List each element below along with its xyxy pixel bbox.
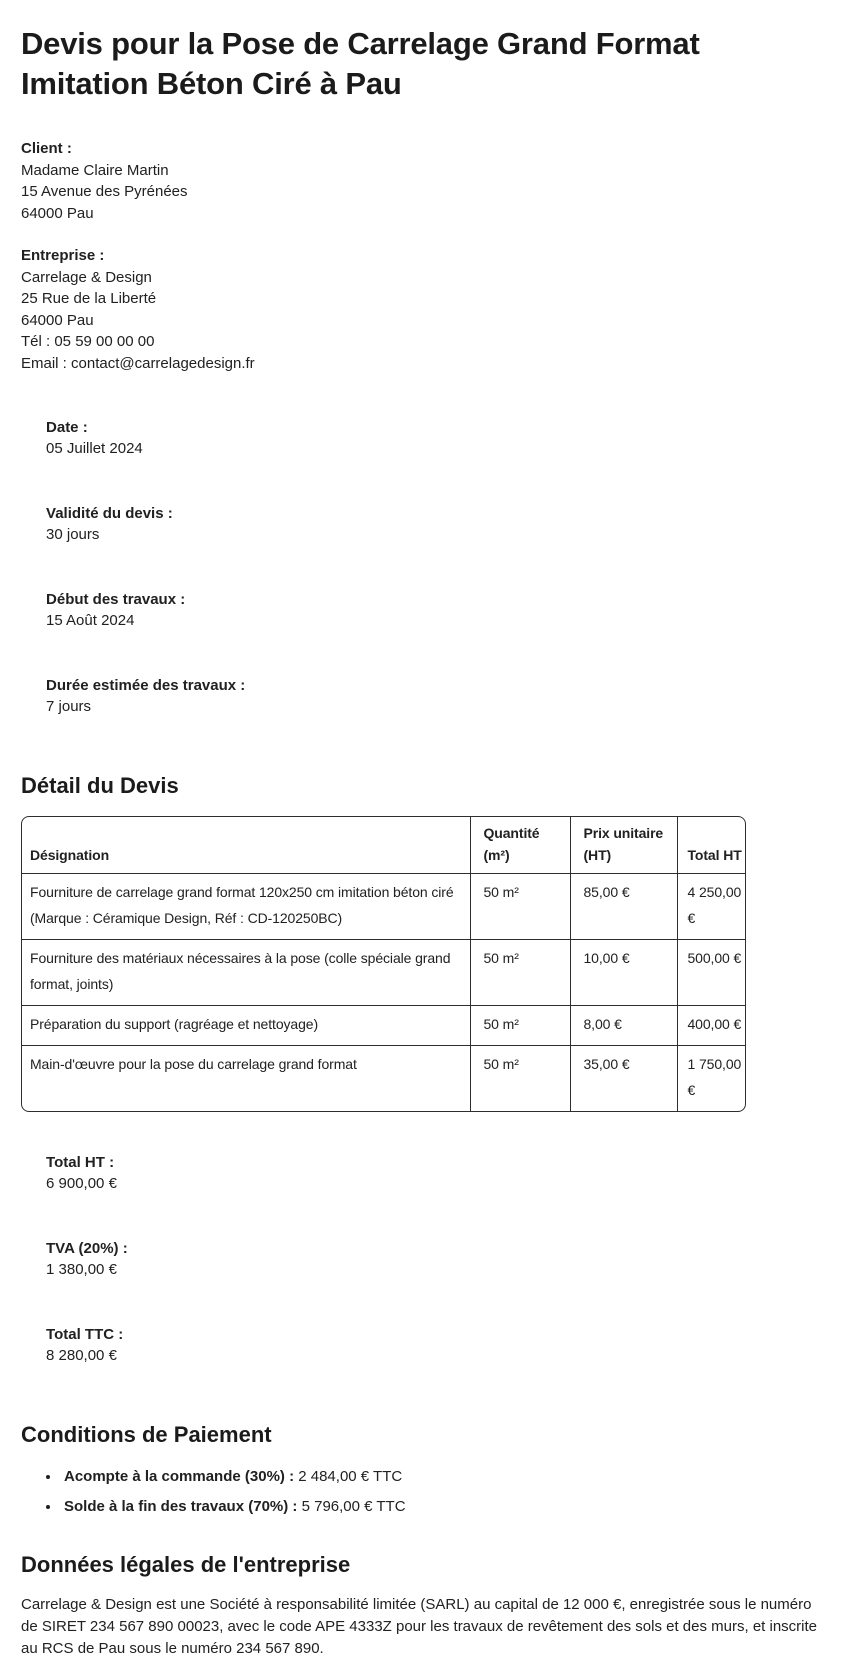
cell-quantity: 50 m² — [470, 1006, 570, 1046]
payment-item-deposit — [61, 1466, 827, 1488]
total-ht — [21, 1130, 827, 1216]
meta-validity — [21, 481, 827, 567]
cell-designation: Fourniture des matériaux nécessaires à la pose (colle spéciale grand format, joints) — [22, 940, 470, 1006]
col-header-unit-price: Prix unitaire (HT) — [570, 817, 677, 874]
total-tva-label: TVA (20%) : — [46, 1239, 128, 1257]
payment-balance-label: Solde à la fin des travaux (70%) : — [64, 1498, 298, 1515]
meta-start-label: Début des travaux : — [46, 590, 186, 608]
meta-date-value: 05 Juillet 2024 — [46, 440, 143, 457]
table-header-row — [22, 817, 746, 874]
company-email: Email : contact@carrelagedesign.fr — [21, 354, 255, 372]
table-row — [22, 1006, 746, 1046]
totals-block — [21, 1130, 827, 1388]
meta-block — [21, 395, 827, 739]
company-label: Entreprise : — [21, 247, 105, 264]
payment-deposit-label: Acompte à la commande (30%) : — [64, 1468, 295, 1485]
quote-table-wrapper — [21, 816, 746, 1112]
table-row — [22, 1046, 746, 1112]
cell-quantity: 50 m² — [470, 940, 570, 1006]
client-name: Madame Claire Martin — [21, 161, 169, 179]
client-label: Client : — [21, 140, 72, 157]
payment-balance-value: 5 796,00 € TTC — [301, 1498, 406, 1515]
client-block — [21, 138, 827, 224]
section-heading-legal: Données légales de l'entreprise — [21, 1552, 351, 1577]
cell-designation: Préparation du support (ragréage et nettoyage) — [22, 1006, 470, 1046]
payment-item-balance — [61, 1496, 827, 1518]
cell-unit-price: 10,00 € — [570, 940, 677, 1006]
page-title: Devis pour la Pose de Carrelage Grand Format Imitation Béton Ciré à Pau — [21, 26, 700, 101]
meta-start-value: 15 Août 2024 — [46, 612, 135, 629]
total-tva — [21, 1216, 827, 1302]
col-header-quantity: Quantité (m²) — [470, 817, 570, 874]
quote-table — [22, 817, 746, 1111]
cell-designation: Fourniture de carrelage grand format 120x250 cm imitation béton ciré (Marque : Céramique Design, Réf : CD-120250BC) — [22, 874, 470, 940]
total-ht-label: Total HT : — [46, 1153, 115, 1171]
company-city: 64000 Pau — [21, 311, 94, 329]
cell-unit-price: 35,00 € — [570, 1046, 677, 1112]
company-name: Carrelage & Design — [21, 268, 152, 286]
meta-validity-value: 30 jours — [46, 526, 100, 543]
cell-designation: Main-d'œuvre pour la pose du carrelage grand format — [22, 1046, 470, 1112]
cell-quantity: 50 m² — [470, 874, 570, 940]
cell-total: 4 250,00 € — [677, 874, 746, 940]
legal-paragraph: Carrelage & Design est une Société à responsabilité limitée (SARL) au capital de 12 000 €, enregistrée sous le numéro de SIRET 234 567 890 00023, avec le code APE 4333Z pour les travaux de revêtement des sols et des murs, et inscrite au RCS de Pau sous le numéro 234 567 890. — [21, 1596, 818, 1657]
total-ttc-label: Total TTC : — [46, 1325, 124, 1343]
table-row — [22, 940, 746, 1006]
payment-deposit-value: 2 484,00 € TTC — [298, 1468, 403, 1485]
col-header-designation: Désignation — [22, 817, 470, 874]
cell-total: 1 750,00 € — [687, 1056, 742, 1098]
meta-duration-label: Durée estimée des travaux : — [46, 676, 246, 694]
table-row — [22, 874, 746, 940]
total-ttc — [21, 1302, 827, 1388]
total-ttc-value: 8 280,00 € — [46, 1347, 117, 1364]
cell-quantity: 50 m² — [470, 1046, 570, 1112]
section-heading-payment: Conditions de Paiement — [21, 1422, 272, 1447]
meta-date-label: Date : — [46, 418, 88, 436]
col-header-total: Total HT — [677, 817, 746, 874]
section-heading-devis: Détail du Devis — [21, 773, 179, 798]
company-phone: Tél : 05 59 00 00 00 — [21, 333, 155, 350]
meta-duration — [21, 653, 827, 739]
meta-validity-label: Validité du devis : — [46, 504, 173, 522]
payment-list — [21, 1466, 827, 1518]
meta-date — [21, 395, 827, 481]
cell-total: 500,00 € — [677, 940, 746, 1006]
meta-start — [21, 567, 827, 653]
company-block — [21, 245, 827, 374]
client-city: 64000 Pau — [21, 204, 94, 222]
cell-unit-price: 85,00 € — [570, 874, 677, 940]
total-ht-value: 6 900,00 € — [46, 1175, 117, 1192]
company-street: 25 Rue de la Liberté — [21, 290, 157, 307]
total-tva-value: 1 380,00 € — [46, 1261, 117, 1278]
cell-total: 400,00 € — [677, 1006, 746, 1046]
meta-duration-value: 7 jours — [46, 698, 92, 715]
client-street: 15 Avenue des Pyrénées — [21, 183, 188, 200]
cell-unit-price: 8,00 € — [570, 1006, 677, 1046]
